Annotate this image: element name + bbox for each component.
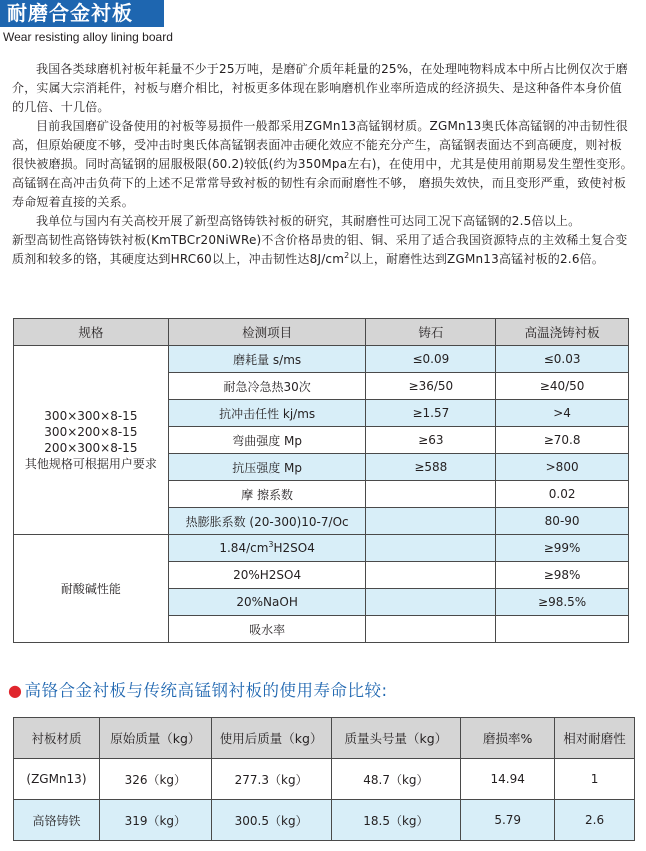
liner-value: 0.02 [496,481,629,508]
table-row [14,800,635,841]
comparison-heading [8,677,388,701]
spec-sizes-cell [14,346,169,535]
stone-value [366,481,496,508]
liner-value: ≥99% [496,535,629,562]
table-row [14,759,635,800]
used-mass-cell: 277.3（kg） [211,759,331,800]
liner-value: 80-90 [496,508,629,535]
spec-size: 200×300×8-15 [44,441,138,455]
spec-header-item: 检测项目 [168,319,366,346]
test-item: 20%H2SO4 [168,562,366,589]
spec-header-liner: 高温浇铸衬板 [496,319,629,346]
comparison-header-row [14,718,635,759]
stone-value: ≥1.57 [366,400,496,427]
bullet-dot-icon: ● [8,681,23,700]
page-subtitle: Wear resisting alloy lining board [3,30,173,44]
test-item: 热膨胀系数 (20-300)10-7/Oc [168,508,366,535]
stone-value [366,589,496,616]
original-mass-cell: 319（kg） [99,800,211,841]
stone-value [366,616,496,643]
test-item [168,535,366,562]
table-row [14,346,629,373]
stone-value [366,535,496,562]
liner-value: ≥98.5% [496,589,629,616]
liner-value: ≥98% [496,562,629,589]
spec-header-stone: 铸石 [366,319,496,346]
comparison-header: 磨损率% [461,718,555,759]
spec-header-size: 规格 [14,319,169,346]
stone-value: ≥588 [366,454,496,481]
original-mass-cell: 326（kg） [99,759,211,800]
liner-value [496,616,629,643]
acid-resistance-label: 耐酸碱性能 [14,535,169,643]
used-mass-cell: 300.5（kg） [211,800,331,841]
liner-value: ≥70.8 [496,427,629,454]
relative-wear-cell: 2.6 [555,800,635,841]
test-item: 弯曲强度 Mp [168,427,366,454]
relative-wear-cell: 1 [555,759,635,800]
acid-item-superscript: 3 [268,540,274,549]
stone-value [366,562,496,589]
mass-loss-cell: 18.5（kg） [331,800,461,841]
paragraph-2: 目前我国磨矿设备使用的衬板等易损件一般都采用ZGMn13高锰钢材质。ZGMn13奥氏体高锰钢的冲击韧性很高，但原始硬度不够，受冲击时奥氏体高锰钢表面冲击硬化效应不能充分产生，高锰钢表面达不到高硬度，则衬板很快被磨损。同时高锰钢的屈服极限(δ0.2)较低(约为350Mpa左右)，在使用中，尤其是使用前期易发生塑性变形。高锰钢在高冲击负荷下的上述不足常常导致衬板的韧性有余而耐磨性不够， 磨损失效快，而且变形严重，致使衬板寿命短着直接的关系。 [12,119,633,209]
comparison-header: 衬板材质 [14,718,100,759]
paragraph-4 [12,231,634,269]
spec-size-note: 其他规格可根据用户要求 [24,457,157,471]
spec-table-header-row [14,319,629,346]
table-row [14,535,629,562]
intro-text [12,60,634,269]
stone-value [366,508,496,535]
liner-value: >4 [496,400,629,427]
mass-loss-cell: 48.7（kg） [331,759,461,800]
test-item: 20%NaOH [168,589,366,616]
liner-value: >800 [496,454,629,481]
liner-value: ≤0.03 [496,346,629,373]
spec-table [13,318,629,643]
paragraph-4-part-b: 以上，耐磨性达到ZGMn13高锰衬板的2.6倍。 [349,252,605,266]
comparison-header: 质量头号量（kg） [331,718,461,759]
test-item: 摩 擦系数 [168,481,366,508]
paragraph-4-part-a: 新型高韧性高铬铸铁衬板(KmTBCr20NiWRe)不含价格昂贵的钼、铜、采用了适合我国资源特点的主效稀土复合变质剂和较多的铬，其硬度达到HRC60以上，冲击韧性达8J/cm [12,233,628,266]
comparison-table [13,717,635,841]
test-item: 耐急冷急热30次 [168,373,366,400]
comparison-header: 原始质量（kg） [99,718,211,759]
test-item: 吸水率 [168,616,366,643]
material-cell: 高铬铸铁 [14,800,100,841]
comparison-header: 使用后质量（kg） [211,718,331,759]
stone-value: ≥63 [366,427,496,454]
wear-rate-cell: 5.79 [461,800,555,841]
liner-value: ≥40/50 [496,373,629,400]
paragraph-1: 我国各类球磨机衬板年耗量不少于25万吨，是磨矿介质年耗量的25%，在处理吨物料成本中所占比例仅次于磨介，实属大宗消耗件，衬板与磨介相比，衬板更多体现在影响磨机作业率所造成的经济损失、是这种备件本身价值的几倍、十几倍。 [12,62,628,114]
material-cell: (ZGMn13) [14,759,100,800]
stone-value: ≥36/50 [366,373,496,400]
test-item: 抗冲击任性 kj/ms [168,400,366,427]
wear-rate-cell: 14.94 [461,759,555,800]
spec-size: 300×300×8-15 [44,409,138,423]
paragraph-4-superscript: 2 [344,251,350,260]
stone-value: ≤0.09 [366,346,496,373]
comparison-header: 相对耐磨性 [555,718,635,759]
paragraph-3: 我单位与国内有关高校开展了新型高铬铸铁衬板的研究，其耐磨性可达同工况下高锰钢的2.5倍以上。 [36,214,581,228]
comparison-heading-text: 高铬合金衬板与传统高锰钢衬板的使用寿命比较: [24,681,388,700]
page-title: 耐磨合金衬板 [0,0,164,27]
acid-item-part-a: 1.84/cm [219,541,269,555]
spec-size: 300×200×8-15 [44,425,138,439]
test-item: 抗压强度 Mp [168,454,366,481]
acid-item-part-b: H2SO4 [273,541,315,555]
test-item: 磨耗量 s/ms [168,346,366,373]
